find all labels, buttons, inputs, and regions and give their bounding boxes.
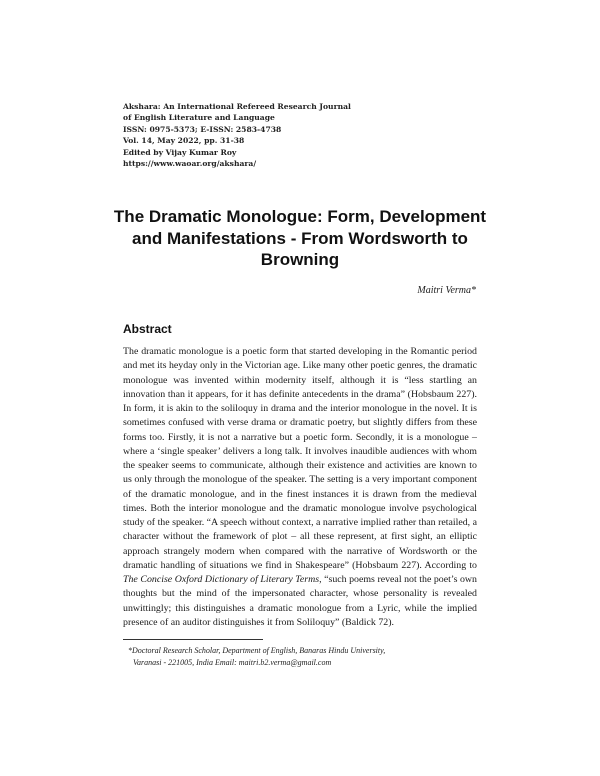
abstract-italic-source: The Concise Oxford Dictionary of Literary Terms [123,574,320,585]
journal-name-line-2: of English Literature and Language [123,113,275,123]
journal-header [123,101,443,169]
article-author: Maitri Verma* [417,285,476,296]
abstract-text-part-2: , “such poems reveal not the poet’s own thoughts but the mind of the impersonated character, whose personality is revealed unwittingly; this distinguishes a dramatic monologue from a Lyric, while the implied presence of an auditor distinguishes it from Soliloquy” (Baldick 72). [123,574,477,628]
footnote-line-2: Varanasi - 221005, India Email: maitri.b2.verma@gmail.com [133,658,332,667]
author-footnote [128,645,468,669]
abstract-body [123,345,477,630]
article-title: The Dramatic Monologue: Form, Development and Manifestations - From Wordsworth to Browning [113,207,487,269]
abstract-text-part-1: The dramatic monologue is a poetic form that started developing in the Romantic period and met its heyday only in the Victorian age. Like many other poetic genres, the dramatic monologue was invented within modernity itself, although it is “less startling an innovation than it appears, for it has definite antecedents in the drama” (Hobsbaum 227). In form, it is akin to the soliloquy in drama and the interior monologue in the novel. It is sometimes confused with verse drama or dramatic poetry, but slightly differs from these forms too. Firstly, it is not a narrative but a poetic form. Secondly, it is a monologue – where a ‘single speaker’ delivers a long talk. It involves inaudible audiences with whom the speaker seems to communicate, although their existence and activities are known to us only through the monologue of the speaker. The setting is a very important component of the dramatic monologue, and in the finest instances it is drawn from the medieval times. Both the interior monologue and the dramatic monologue involve psychological study of the speaker. “A speech without context, a narrative implied rather than retailed, a character without the framework of plot – all these represent, at first sight, an elliptic approach strangely modern when compared with the narrative of Wordsworth or the dramatic handling of situations we find in Shakespeare” (Hobsbaum 227). According to [123,346,477,571]
journal-volume: Vol. 14, May 2022, pp. 31-38 [123,136,245,146]
footnote-line-1: *Doctoral Research Scholar, Department of English, Banaras Hindu University, [128,646,386,655]
journal-name-line-1: Akshara: An International Refereed Research Journal [123,102,351,111]
journal-url[interactable]: https://www.waoar.org/akshara/ [123,159,257,169]
abstract-heading: Abstract [123,322,172,336]
journal-editor: Edited by Vijay Kumar Roy [123,147,237,157]
footnote-divider [123,639,263,640]
journal-issn: ISSN: 0975-5373; E-ISSN: 2583-4738 [123,124,282,134]
